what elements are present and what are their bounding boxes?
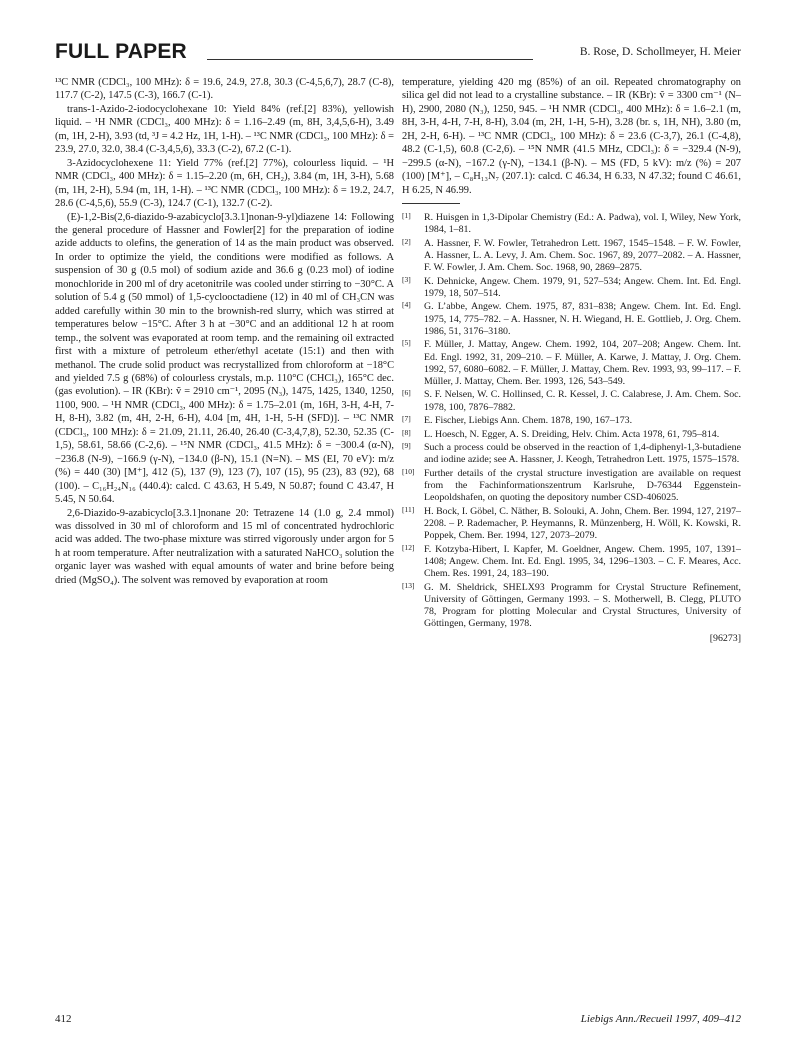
- reference-text: G. L’abbe, Angew. Chem. 1975, 87, 831–838; Angew. Chem. Int. Ed. Engl. 1975, 14, 775–782. – A. Hassner, N. H. Wiegand, H. E. Gottlieb, J. Org. Chem. 1986, 51, 3176–3180.: [424, 301, 741, 337]
- reference-item: [402, 339, 741, 388]
- paragraph: ¹³C NMR (CDCl₃, 100 MHz): δ = 19.6, 24.9, 27.8, 30.3 (C-4,5,6,7), 28.7 (C-8), 117.7 (C-2), 147.5 (C-3), 166.7 (C-1).: [55, 77, 394, 102]
- reference-text: H. Bock, I. Göbel, C. Näther, B. Solouki, A. John, Chem. Ber. 1994, 127, 2197–2208. – P. Rademacher, P. Heymanns, R. Münzenberg, H. Wöll, K. Kowski, R. Poppek, Chem. Ber. 1994, 127, 2073–2079.: [424, 505, 741, 542]
- reference-item: [402, 389, 741, 413]
- page-header: [55, 40, 741, 64]
- reference-item: [402, 429, 741, 441]
- reference-number: [10]: [402, 466, 415, 476]
- reference-number: [12]: [402, 542, 415, 552]
- reference-item: [402, 468, 741, 505]
- reference-text: Further details of the crystal structure investigation are available on request from the Fachinformationszentrum Karlsruhe, D-76344 Eggenstein-Leopoldshafen, on quoting the depository number CSD-406025.: [424, 467, 741, 504]
- page-footer: [55, 1013, 741, 1027]
- paragraph: 3-Azidocyclohexene 11: Yield 77% (ref.[2] 77%), colourless liquid. – ¹H NMR (CDCl₃, 400 MHz): δ = 1.15–2.20 (m, 6H, CH₂), 3.84 (m, 1H, 3-H), 5.68 (m, 1H, 2-H), 5.94 (m, 1H, 1-H). – ¹³C NMR (CDCl₃, 100 MHz): δ = 19.2, 24.7, 28.6 (C-4,5,6), 55.9 (C-3), 124.7 (C-1), 132.7 (C-2).: [55, 157, 394, 210]
- paragraph: trans-1-Azido-2-iodocyclohexane 10: Yield 84% (ref.[2] 83%), yellowish liquid. – ¹H NMR (CDCl₃, 400 MHz): δ = 1.16–2.49 (m, 8H, 3,4,5,6-H), 3.49 (m, 1H, 2-H), 3.93 (td, ³J = 4.2 Hz, 1H, 1-H). – ¹³C NMR (CDCl₃, 100 MHz): δ = 23.9, 27.0, 32.0, 38.4 (C-3,4,5,6), 33.3 (C-2), 67.2 (C-1).: [55, 103, 394, 156]
- reference-number: [7]: [402, 414, 411, 424]
- manuscript-code: [96273]: [709, 632, 741, 644]
- reference-number: [4]: [402, 300, 411, 310]
- reference-item: [402, 415, 741, 427]
- reference-item: [402, 238, 741, 275]
- reference-text: R. Huisgen in 1,3-Dipolar Chemistry (Ed.: A. Padwa), vol. I, Wiley, New York, 1984, 1–81.: [424, 212, 741, 236]
- reference-item: [402, 506, 741, 543]
- references-rule: [402, 203, 460, 204]
- reference-number: [1]: [402, 211, 411, 221]
- reference-item: [402, 544, 741, 581]
- paragraph: (E)-1,2-Bis(2,6-diazido-9-azabicyclo[3.3.1]nonan-9-yl)diazene 14: Following the general procedure of Hassner and Fowler[2] for the preparation of iodine azide adducts to olefins, the generation of 14 as the main product was observed. In order to optimize the yield, the conditions were modified as follows. A suspension of 30 g (0.5 mol) of sodium azide and 36.6 g (0.23 mol) of iodine monochloride in 200 ml of dry acetonitrile was cooled under stirring to −30°C. A solution of 5.4 g (50 mmol) of 1,5-cyclooctadiene (12) in 40 ml of CH₃CN was added carefully within 30 min to the brownish-red slurry, which was stirred at temperatures below −15°C. After 3 h at −30°C and an additional 12 h at room temp., the solvent was evaporated at room temp. and the remaining oil extracted first with a mixture of petroleum ether/ethyl acetate (15:1) and then with methanol. The crude solid product was recrystallized from chloroform at −18°C and yielded 7.5 g (68%) of colourless crystals, m.p. 110°C (CHCl₃), 165°C dec. (gas evolution). – IR (KBr): ṽ = 2910 cm⁻¹, 2095 (N₃), 1475, 1425, 1340, 1250, 1100, 900. – ¹H NMR (CDCl₃, 400 MHz): δ = 1.75–2.01 (m, 16H, 3-H, 4-H, 7-H, 8-H), 3.82 (m, 4H, 2-H, 6-H), 4.04 [m, 4H, 1-H, 5-H (SFD)]. – ¹³C NMR (CDCl₃, 100 MHz): δ = 21.09, 21.11, 26.40, 26.40 (C-3,4,7,8), 52.30, 52.35 (C-1,5), 58.61, 58.66 (C-2,6). – ¹⁵N NMR (CDCl₃, 41.5 MHz): δ = −300.4 (α-N), −236.8 (N-9), −166.9 (γ-N), −134.0 (β-N), 15.1 (N=N). – MS (EI, 70 eV): m/z (%) = 440 (30) [M⁺], 412 (5), 137 (9), 123 (7), 107 (15), 95 (23), 83 (92), 68 (100). – C₁₆H₂₄N₁₆ (440.4): calcd. C 43.63, H 5.49, N 50.87; found C 43.47, H 5.45, N 50.64.: [55, 211, 394, 506]
- reference-number: [9]: [402, 441, 411, 451]
- reference-number: [3]: [402, 274, 411, 284]
- journal-citation: Liebigs Ann./Recueil 1997, 409–412: [580, 1013, 741, 1025]
- reference-number: [13]: [402, 580, 415, 590]
- reference-number: [11]: [402, 504, 415, 514]
- reference-list: [402, 212, 741, 630]
- reference-item: [402, 212, 741, 236]
- paragraph: 2,6-Diazido-9-azabicyclo[3.3.1]nonane 20: Tetrazene 14 (1.0 g, 2.4 mmol) was dissolved in 30 ml of chloroform and 15 ml of concentrated hydrochloric acid was added. The two-phase mixture was stirred vigorously under argon for 5 h at room temperature. After neutralization with a saturated NaHCO₃ solution the organic layer was washed with equal amounts of water and brine before being dried (MgSO₄). The solvent was removed by evaporation at room: [55, 507, 394, 586]
- reference-text: S. F. Nelsen, W. C. Hollinsed, C. R. Kessel, J. C. Calabrese, J. Am. Chem. Soc. 1978, 100, 7876–7882.: [424, 389, 741, 413]
- reference-text: A. Hassner, F. W. Fowler, Tetrahedron Lett. 1967, 1545–1548. – F. W. Fowler, A. Hassner, L. A. Levy, J. Am. Chem. Soc. 1967, 89, 2077–2082. – A. Hassner, F. W. Fowler, J. Am. Chem. Soc. 1968, 90, 2869–2875.: [424, 237, 741, 274]
- reference-text: F. Müller, J. Mattay, Angew. Chem. 1992, 104, 207–208; Angew. Chem. Int. Ed. Engl. 1992, 31, 209–210. – F. Müller, A. Karwe, J. Mattay, J. Org. Chem. 1992, 57, 6080–6082. – F. Müller, J. Mattay, Chem. Rev. 1993, 93, 99–117. – F. Müller, J. Mattay, Chem. Ber. 1993, 126, 543–549.: [424, 339, 741, 387]
- paragraph: temperature, yielding 420 mg (85%) of an oil. Repeated chromatography on silica gel did not lead to a crystalline substance. – IR (KBr): ṽ = 3300 cm⁻¹ (N–H), 2900, 2080 (N₃), 1250, 945. – ¹H NMR (CDCl₃, 400 MHz): δ = 1.6–2.1 (m, 8H, 3-H, 4-H, 7-H, 8-H), 3.04 (m, 2H, 1-H, 5-H), 3.28 (br. s, 1H, NH), 3.80 (m, 2H, 2-H, 6-H). – ¹³C NMR (CDCl₃, 100 MHz): δ = 23.6 (C-3,7), 26.1 (C-4,8), 48.2 (C-1,5), 60.8 (C-2,6). – ¹⁵N NMR (41.5 MHz, CDCl₃): δ = −329.4 (N-9), −299.5 (α-N), −167.2 (γ-N), −134.1 (β-N). – MS (FD, 5 kV): m/z (%) = 207 (100) [M⁺], – C₈H₁₃N₇ (207.1): calcd. C 46.34, H 6.33, N 47.32; found C 46.61, H 6.25, N 46.99.: [402, 77, 741, 196]
- reference-text: K. Dehnicke, Angew. Chem. 1979, 91, 527–534; Angew. Chem. Int. Ed. Engl. 1979, 18, 507–514.: [424, 275, 741, 299]
- reference-item: [402, 276, 741, 300]
- right-column: [402, 76, 741, 645]
- reference-item: [402, 582, 741, 631]
- reference-item: [402, 301, 741, 338]
- section-title: FULL PAPER: [55, 40, 187, 63]
- reference-item: [402, 442, 741, 466]
- reference-number: [5]: [402, 338, 411, 348]
- reference-number: [8]: [402, 427, 411, 437]
- page-number: 412: [55, 1013, 72, 1025]
- running-authors: B. Rose, D. Schollmeyer, H. Meier: [579, 46, 741, 58]
- reference-text: Such a process could be observed in the reaction of 1,4-diphenyl-1,3-butadiene and iodine azide; see A. Hassner, J. Keogh, Tetrahedron Lett. 1975, 1575–1578.: [424, 442, 741, 466]
- reference-text: G. M. Sheldrick, SHELX93 Programm for Crystal Structure Refinement, University of Göttingen, Germany 1993. – S. Motherwell, B. Clegg, PLUTO 78, Program for plotting Molecular and Crystal Structures, University of Göttingen, Germany, 1978.: [424, 581, 741, 630]
- reference-number: [6]: [402, 388, 411, 398]
- reference-text: F. Kotzyba-Hibert, I. Kapfer, M. Goeldner, Angew. Chem. 1995, 107, 1391–1408; Angew. Chem. Int. Ed. Engl. 1995, 34, 1296–1303. – C. F. Meares, Acc. Chem. Res. 1991, 24, 183–190.: [424, 543, 741, 580]
- reference-text: L. Hoesch, N. Egger, A. S. Dreiding, Helv. Chim. Acta 1978, 61, 795–814.: [424, 428, 720, 440]
- header-rule: [207, 59, 533, 60]
- left-column: [55, 76, 394, 587]
- reference-text: E. Fischer, Liebigs Ann. Chem. 1878, 190, 167–173.: [424, 415, 633, 427]
- reference-number: [2]: [402, 236, 411, 246]
